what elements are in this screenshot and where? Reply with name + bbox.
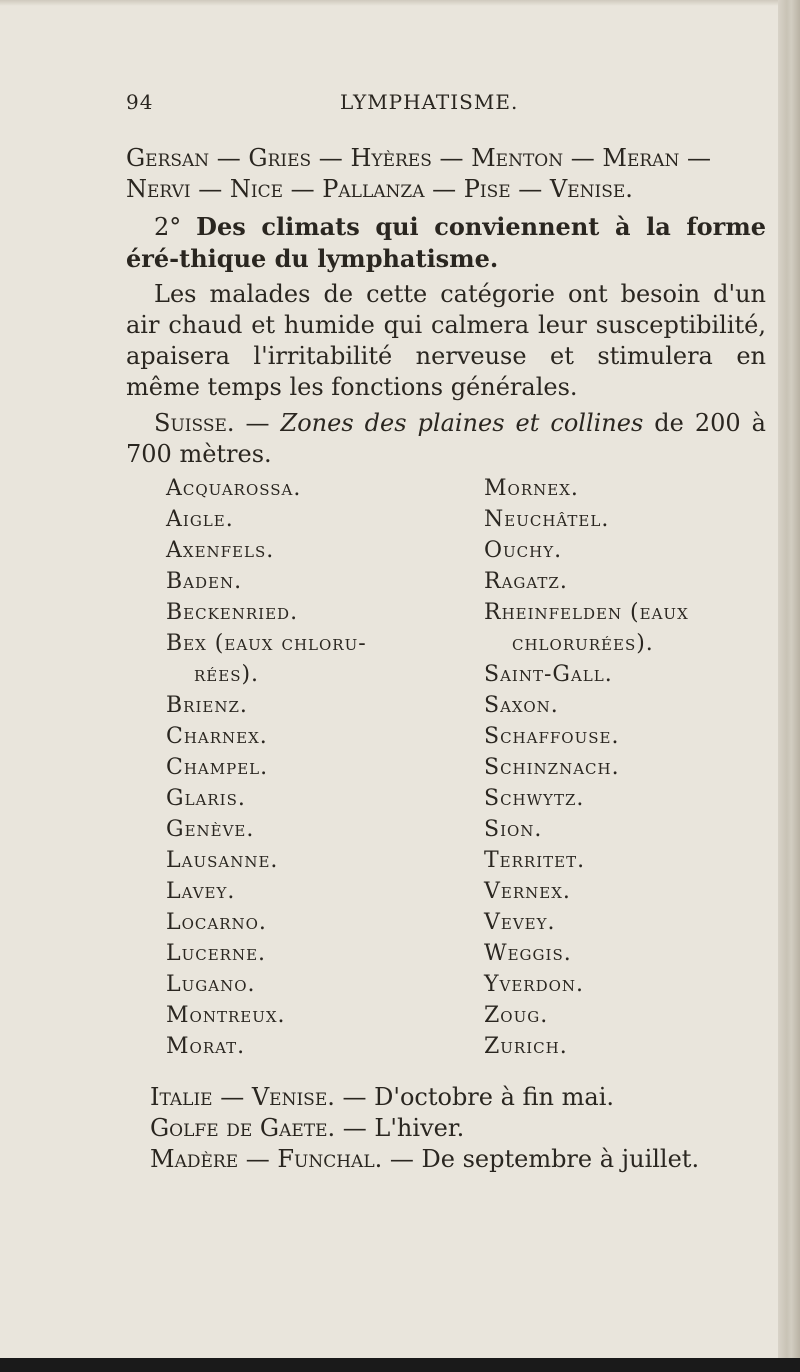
list-item: Lucerne. <box>166 941 267 966</box>
final-line-italie <box>150 1082 770 1113</box>
list-item: Aigle. <box>166 507 234 532</box>
list-item: Charnex. <box>166 724 268 749</box>
list-item: Territet. <box>484 848 586 873</box>
final-period: — D'octobre à fin mai. <box>334 1083 615 1111</box>
list-item: Zurich. <box>484 1034 568 1059</box>
list-item: Schinznach. <box>484 755 620 780</box>
list-item: Saxon. <box>484 693 559 718</box>
list-item: Glaris. <box>166 786 246 811</box>
suisse-zones: Zones des plaines et collines <box>280 409 644 437</box>
list-item: Montreux. <box>166 1003 286 1028</box>
list-item: Zoug. <box>484 1003 549 1028</box>
list-item: Sion. <box>484 817 543 842</box>
intro-line-1: Gersan — Gries — Hyères — Menton — Meran — <box>126 144 711 172</box>
list-item-continued: rées). <box>194 662 260 687</box>
suisse-label: Suisse. <box>154 409 235 437</box>
list-item: Lavey. <box>166 879 236 904</box>
list-item: Bex (eaux chloru- <box>166 631 367 656</box>
list-item: Mornex. <box>484 476 579 501</box>
list-item: Neuchâtel. <box>484 507 610 532</box>
intro-list <box>126 143 766 205</box>
final-period: — De septembre à juillet. <box>382 1145 700 1173</box>
suisse-altitude: de 200 à 700 mètres. <box>126 409 766 468</box>
list-item: Champel. <box>166 755 269 780</box>
final-line-gaete <box>150 1113 770 1144</box>
list-item: Lausanne. <box>166 848 279 873</box>
right-column-list <box>484 473 774 1062</box>
final-line-madere <box>150 1144 770 1175</box>
list-item: Ouchy. <box>484 538 563 563</box>
list-item: Rheinfelden (eaux <box>484 600 689 625</box>
section-2-body: Les malades de cette catégorie ont besoin d'un air chaud et humide qui calmera leur susceptibilité, apaisera l'irritabilité nerveuse et stimulera en même temps les fonctions générales. <box>126 280 766 401</box>
list-item: Yverdon. <box>484 972 585 997</box>
list-item: Vernex. <box>484 879 571 904</box>
list-item: Vevey. <box>484 910 556 935</box>
list-item: Genève. <box>166 817 255 842</box>
list-item: Brienz. <box>166 693 248 718</box>
list-item: Axenfels. <box>166 538 275 563</box>
list-item: Acquarossa. <box>166 476 302 501</box>
list-item: Schaffouse. <box>484 724 620 749</box>
final-lines <box>150 1082 770 1175</box>
final-period: — L'hiver. <box>335 1114 465 1142</box>
final-place: Madère — Funchal. <box>150 1145 383 1173</box>
list-item: Beckenried. <box>166 600 299 625</box>
list-item: Lugano. <box>166 972 256 997</box>
suisse-dash: — <box>234 409 281 437</box>
list-item: Baden. <box>166 569 243 594</box>
final-place: Italie — Venise. <box>150 1083 335 1111</box>
list-item: Morat. <box>166 1034 246 1059</box>
section-number: 2° <box>154 213 182 241</box>
page-right-edge <box>778 0 800 1372</box>
section-2-heading <box>126 211 766 275</box>
page-header <box>126 90 756 118</box>
list-item-continued: chlorurées). <box>512 631 654 656</box>
final-place: Golfe de Gaete. <box>150 1114 336 1142</box>
list-item: Saint-Gall. <box>484 662 613 687</box>
page-top-edge <box>0 0 800 6</box>
left-column-list <box>166 473 476 1062</box>
list-item: Schwytz. <box>484 786 585 811</box>
list-item: Ragatz. <box>484 569 568 594</box>
list-item: Locarno. <box>166 910 267 935</box>
section-title: Des climats qui conviennent à la forme éré-thique du lymphatisme. <box>126 212 766 273</box>
running-title: LYMPHATISME. <box>340 90 519 114</box>
suisse-paragraph <box>126 408 766 470</box>
page-bottom-edge <box>0 1358 800 1372</box>
page-number: 94 <box>126 90 154 114</box>
list-item: Weggis. <box>484 941 572 966</box>
intro-line-2: Nervi — Nice — Pallanza — Pise — Venise. <box>126 175 633 203</box>
